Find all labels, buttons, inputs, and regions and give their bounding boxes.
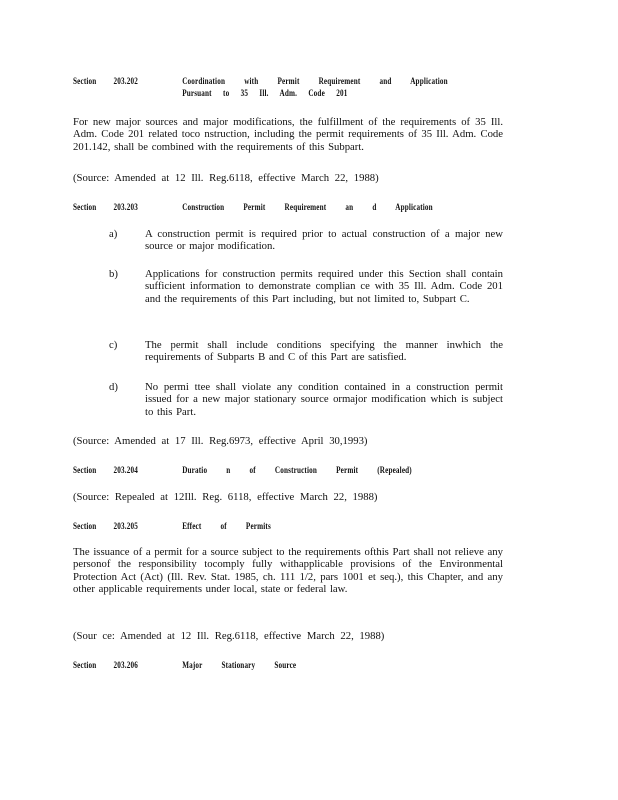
section-title: Major Stationary Source (182, 660, 297, 670)
source-note-203-205: (Sour ce: Amended at 12 Ill. Reg.6118, effective March 22, 1988) (73, 630, 385, 642)
paragraph-203-205: The issuance of a permit for a source subject to the requirements ofthis Part shall not relieve any personof the responsibility tocomply fully withapplicable provisions of the Environmental Protection Act (Act) (Ill. Rev. Stat. 1985, ch. 111 1/2, pars 1001 et seq.), this Chapter, and any other applicable requirements under local, state or federal law. (73, 546, 503, 595)
section-title: Effect of Permits (182, 521, 271, 531)
section-heading-203-205 (73, 521, 271, 531)
section-label: Section (73, 76, 97, 86)
section-number: 203.205 (113, 521, 138, 531)
list-item-label-b: b) (109, 268, 118, 280)
source-note-203-204: (Source: Repealed at 12Ill. Reg. 6118, effective March 22, 1988) (73, 491, 378, 503)
paragraph-203-202: For new major sources and major modifications, the fulfillment of the requirements of 35 Ill. Adm. Code 201 related toco nstruction, including the permit requirements of 35 Ill. Adm. Code 201.142, shall be combined with the requirements of this Subpart. (73, 116, 503, 153)
section-heading-203-202 (73, 76, 448, 98)
section-label: Section (73, 660, 97, 670)
section-number: 203.203 (113, 202, 138, 212)
section-title: Construction Permit Requirement an d Application (182, 202, 433, 212)
section-number: 203.202 (113, 76, 138, 86)
section-heading-203-204 (73, 465, 412, 475)
section-heading-203-203 (73, 202, 433, 212)
list-item-text-d: No permi ttee shall violate any condition contained in a construction permit issued for a new major stationary source ormajor modification which is subject to this Part. (145, 381, 503, 418)
source-note-203-202: (Source: Amended at 12 Ill. Reg.6118, effective March 22, 1988) (73, 172, 379, 184)
section-number: 203.206 (113, 660, 138, 670)
section-label: Section (73, 202, 97, 212)
list-item-text-a: A construction permit is required prior to actual construction of a major new source or major modification. (145, 228, 503, 253)
list-item-text-b: Applications for construction permits required under this Section shall contain sufficient information to demonstrate complian ce with 35 Ill. Adm. Code 201 and the requirements of this Part including, but not limited to, Subpart C. (145, 268, 503, 305)
list-item-label-d: d) (109, 381, 118, 393)
section-title: Duratio n of Construction Permit (Repealed) (182, 465, 412, 475)
section-number: 203.204 (113, 465, 138, 475)
section-heading-203-206 (73, 660, 297, 670)
section-title-line2: Pursuant to 35 Ill. Adm. Code 201 (182, 88, 348, 98)
list-item-text-c: The permit shall include conditions specifying the manner inwhich the requirements of Subparts B and C of this Part are satisfied. (145, 339, 503, 364)
section-label: Section (73, 465, 97, 475)
section-title-line1: Coordination with Permit Requirement and Application (182, 76, 448, 86)
list-item-label-a: a) (109, 228, 118, 240)
source-note-203-203: (Source: Amended at 17 Ill. Reg.6973, effective April 30,1993) (73, 435, 368, 447)
section-label: Section (73, 521, 97, 531)
list-item-label-c: c) (109, 339, 118, 351)
